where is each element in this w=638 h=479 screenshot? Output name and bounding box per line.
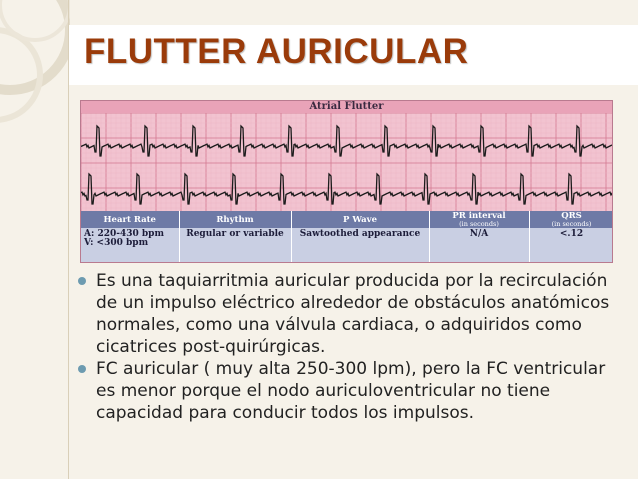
slide-title: FLUTTER AURICULAR (84, 32, 469, 71)
table-header-qrs: QRS (in seconds) (529, 211, 613, 228)
decorative-circles (0, 0, 70, 479)
bullet-item: FC auricular ( muy alta 250-300 lpm), pero la FC ventricular es menor porque el nodo auriculoventricular no tiene capacidad para conducir todos los impulsos. (78, 358, 626, 424)
ecg-grid (81, 113, 613, 211)
bullet-list (78, 270, 626, 424)
bullet-item: Es una taquiarritmia auricular producida por la recirculación de un impulso eléctrico alrededor de obstáculos anatómicos normales, como una válvula cardiaca, o adquiridos como cicatrices post-quirúrgicas. (78, 270, 626, 358)
table-cell-p-wave: Sawtoothed appearance (291, 228, 429, 263)
table-cell-pr-interval: N/A (429, 228, 529, 263)
table-header-rhythm: Rhythm (179, 211, 291, 228)
table-cell-rhythm: Regular or variable (179, 228, 291, 263)
ecg-figure-header: Atrial Flutter (81, 101, 612, 113)
table-header-heart-rate: Heart Rate (81, 211, 179, 228)
ecg-summary-table (81, 211, 613, 263)
ecg-figure (80, 100, 613, 263)
table-header-pr-interval: PR interval (in seconds) (429, 211, 529, 228)
table-cell-heart-rate: A: 220-430 bpm V: <300 bpm (81, 228, 179, 263)
table-cell-qrs: <.12 (529, 228, 613, 263)
table-header-p-wave: P Wave (291, 211, 429, 228)
ecg-tracing (81, 113, 613, 211)
bullet-icon (78, 365, 86, 373)
bullet-icon (78, 277, 86, 285)
